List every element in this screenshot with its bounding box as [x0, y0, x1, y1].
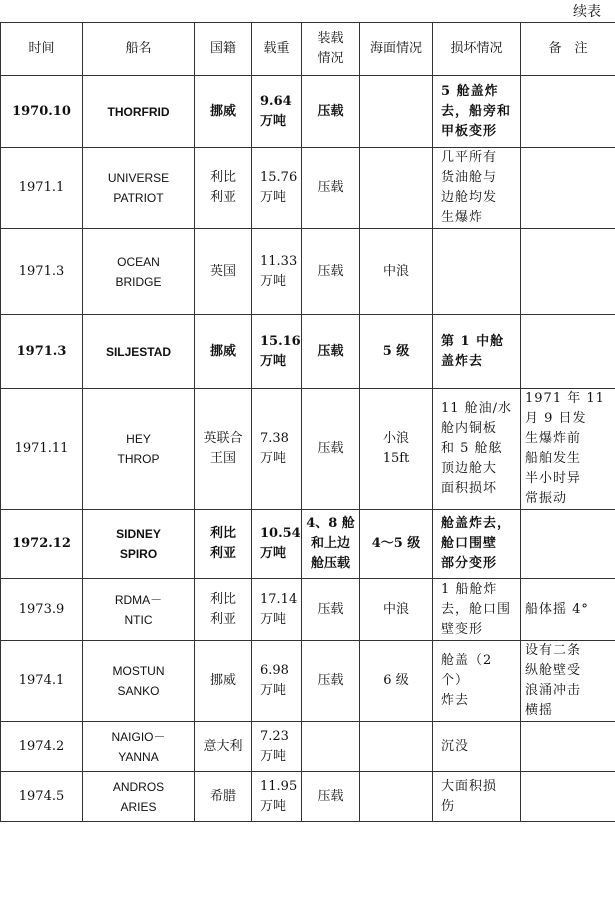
- cell-sea-condition: [360, 722, 433, 772]
- cell-nationality-line: 英联合: [203, 431, 243, 446]
- cell-sea-condition: [360, 76, 433, 148]
- cell-remarks: [521, 389, 615, 510]
- cell-damage: [433, 641, 521, 722]
- cell-sea-condition-line: 中浪: [382, 601, 409, 617]
- cell-loading-line: 压载: [317, 601, 344, 617]
- cell-loading: [302, 579, 360, 641]
- cell-nationality-line: 利比: [209, 591, 236, 607]
- header-sea-condition: 海面情况: [360, 23, 433, 76]
- cell-ship-name-line: RDMA－: [114, 592, 163, 607]
- cell-damage: [433, 76, 521, 148]
- cell-loading-line: 压载: [317, 788, 344, 804]
- cell-nationality: [195, 722, 252, 772]
- cell-nationality: [195, 510, 252, 579]
- cell-remarks: [521, 510, 615, 579]
- cell-sea-condition-line: 15ft: [382, 451, 410, 466]
- cell-tonnage-line: 15.76: [260, 170, 298, 185]
- cell-tonnage-line: 7.23: [260, 728, 289, 744]
- cell-nationality-line: 利亚: [209, 190, 236, 205]
- cell-remarks: [521, 315, 615, 389]
- cell-nationality: [195, 772, 252, 822]
- cell-loading-line: 压载: [317, 103, 344, 119]
- cell-damage-line: 边舱均发: [441, 190, 498, 205]
- cell-damage-line: 沉没: [441, 738, 470, 754]
- cell-tonnage-line: 17.14: [260, 591, 298, 607]
- cell-time: 1971.3: [1, 229, 83, 315]
- cell-damage-line: 生爆炸: [441, 210, 484, 225]
- cell-damage: [433, 315, 521, 389]
- cell-sea-condition: [360, 315, 433, 389]
- cell-time: 1974.5: [1, 772, 83, 822]
- header-tonnage: 载重: [252, 23, 302, 76]
- cell-damage-line: 部分变形: [441, 556, 498, 571]
- cell-damage-line: 舱盖（2 个）: [441, 653, 493, 688]
- cell-nationality: [195, 579, 252, 641]
- table-row: [1, 315, 615, 389]
- cell-remarks-line: 常振动: [525, 491, 568, 506]
- cell-ship-name-line: THROP: [117, 452, 160, 466]
- cell-damage-line: 舱盖炸去，: [441, 516, 512, 531]
- cell-sea-condition-line: 小浪: [382, 431, 409, 446]
- cell-nationality-line: 挪威: [209, 673, 236, 688]
- cell-sea-condition-line: 6 级: [383, 673, 409, 688]
- cell-damage: [433, 148, 521, 229]
- cell-time: 1974.1: [1, 641, 83, 722]
- cell-ship-name: [83, 772, 195, 822]
- cell-ship-name-line: THORFRID: [107, 104, 170, 119]
- cell-damage-line: 5 舱盖炸: [441, 83, 499, 99]
- cell-sea-condition: [360, 579, 433, 641]
- cell-damage-line: 炸去: [441, 693, 470, 708]
- cell-ship-name-line: SILJESTAD: [105, 344, 172, 359]
- cell-ship-name: [83, 315, 195, 389]
- cell-damage: [433, 229, 521, 315]
- cell-damage-line: 伤: [441, 798, 456, 814]
- cell-sea-condition-line: 5 级: [382, 343, 410, 359]
- cell-ship-name: [83, 722, 195, 772]
- cell-tonnage-line: 万吨: [260, 113, 287, 129]
- cell-tonnage: [252, 389, 302, 510]
- cell-ship-name-line: MOSTUN: [112, 664, 165, 678]
- cell-time: 1970.10: [1, 76, 83, 148]
- cell-nationality: [195, 389, 252, 510]
- cell-ship-name-line: NAIGIO－: [111, 729, 166, 744]
- cell-remarks: [521, 148, 615, 229]
- cell-remarks-line: 月 9 日发: [525, 411, 587, 426]
- cell-sea-condition: [360, 229, 433, 315]
- cell-remarks-line: 1971 年 11: [525, 391, 605, 406]
- cell-nationality-line: 希腊: [209, 788, 236, 804]
- cell-loading-line: 压载: [317, 263, 344, 279]
- cell-ship-name: [83, 389, 195, 510]
- cell-remarks-line: 生爆炸前: [525, 431, 582, 446]
- cell-tonnage-line: 万吨: [260, 451, 287, 466]
- cell-tonnage: [252, 510, 302, 579]
- cell-ship-name-line: SIDNEY: [116, 527, 161, 541]
- cell-tonnage-line: 11.33: [260, 253, 298, 269]
- cell-remarks: [521, 641, 615, 722]
- cell-ship-name-line: SPIRO: [119, 547, 158, 561]
- cell-nationality-line: 挪威: [209, 103, 236, 119]
- cell-damage-line: 货油舱与: [441, 170, 498, 185]
- table-header-row: [1, 23, 615, 76]
- cell-loading: [302, 772, 360, 822]
- cell-time: 1971.1: [1, 148, 83, 229]
- cell-tonnage-line: 万吨: [260, 273, 287, 289]
- cell-tonnage-line: 10.54: [260, 526, 301, 541]
- cell-remarks-line: 横摇: [525, 703, 554, 718]
- cell-nationality: [195, 229, 252, 315]
- header-loading-line: 情况: [317, 51, 344, 66]
- cell-ship-name: [83, 148, 195, 229]
- header-time: 时间: [1, 23, 83, 76]
- cell-tonnage-line: 万吨: [260, 611, 287, 627]
- cell-sea-condition: [360, 641, 433, 722]
- cell-tonnage-line: 万吨: [260, 546, 287, 561]
- cell-ship-name: [83, 641, 195, 722]
- ship-accident-table: [0, 22, 615, 822]
- cell-tonnage-line: 15.16: [260, 333, 301, 349]
- cell-damage-line: 壁变形: [441, 621, 484, 637]
- cell-damage-line: 面积损坏: [441, 481, 498, 496]
- cell-damage-line: 大面积损: [441, 778, 498, 794]
- cell-damage-line: 舱内铜板: [441, 421, 498, 436]
- header-loading-line: 装载: [317, 31, 344, 46]
- cell-damage-line: 去，舱口围: [441, 601, 512, 617]
- cell-tonnage: [252, 315, 302, 389]
- cell-loading-line: 和上边: [310, 536, 350, 551]
- cell-damage: [433, 510, 521, 579]
- cell-ship-name-line: HEY: [126, 432, 151, 446]
- cell-remarks: [521, 229, 615, 315]
- cell-sea-condition: [360, 772, 433, 822]
- cell-time: 1974.2: [1, 722, 83, 772]
- cell-tonnage-line: 万吨: [260, 190, 287, 205]
- table-row: [1, 76, 615, 148]
- cell-ship-name-line: UNIVERSE: [107, 171, 170, 185]
- cell-remarks-line: 纵舱壁受: [525, 663, 582, 678]
- header-damage: 损坏情况: [433, 23, 521, 76]
- cell-nationality-line: 利亚: [209, 546, 236, 561]
- cell-remarks-line: 半小时异: [525, 471, 582, 486]
- cell-ship-name-line: NTIC: [124, 612, 153, 627]
- cell-damage-line: 几平所有: [441, 150, 498, 165]
- cell-remarks: [521, 772, 615, 822]
- cell-remarks-line: 浪涌冲击: [525, 683, 582, 698]
- cell-nationality: [195, 76, 252, 148]
- cell-tonnage-line: 万吨: [260, 798, 287, 814]
- cell-sea-condition-line: 中浪: [382, 263, 409, 279]
- cell-ship-name-line: PATRIOT: [113, 191, 164, 205]
- continued-table-label: 续表: [573, 4, 601, 20]
- cell-tonnage-line: 万吨: [260, 683, 287, 698]
- cell-tonnage: [252, 579, 302, 641]
- cell-remarks-line: 设有二条: [525, 643, 582, 658]
- cell-damage-line: 1 船舱炸: [441, 581, 498, 597]
- cell-nationality-line: 挪威: [209, 343, 236, 359]
- table-row: [1, 148, 615, 229]
- cell-loading: [302, 510, 360, 579]
- header-nationality: 国籍: [195, 23, 252, 76]
- cell-loading-line: 压载: [317, 673, 344, 688]
- cell-loading: [302, 315, 360, 389]
- cell-ship-name-line: YANNA: [118, 749, 159, 764]
- cell-ship-name: [83, 229, 195, 315]
- cell-loading: [302, 389, 360, 510]
- cell-ship-name-line: ANDROS: [112, 779, 165, 794]
- cell-remarks: [521, 76, 615, 148]
- cell-sea-condition: [360, 510, 433, 579]
- cell-loading-line: 舱压载: [310, 556, 350, 571]
- cell-damage: [433, 722, 521, 772]
- cell-loading: [302, 641, 360, 722]
- cell-loading: [302, 148, 360, 229]
- cell-damage: [433, 579, 521, 641]
- cell-nationality-line: 利亚: [209, 611, 236, 627]
- cell-sea-condition: [360, 389, 433, 510]
- cell-sea-condition: [360, 148, 433, 229]
- cell-damage-line: 去，船旁和: [441, 103, 512, 119]
- table-row: [1, 510, 615, 579]
- cell-tonnage: [252, 641, 302, 722]
- cell-tonnage-line: 万吨: [260, 353, 287, 369]
- table-row: [1, 229, 615, 315]
- cell-remarks: [521, 579, 615, 641]
- cell-time: 1972.12: [1, 510, 83, 579]
- cell-loading-line: 压载: [317, 343, 344, 359]
- table-row: [1, 641, 615, 722]
- cell-nationality-line: 意大利: [203, 738, 243, 754]
- header-loading: [302, 23, 360, 76]
- cell-loading: [302, 76, 360, 148]
- cell-tonnage-line: 11.95: [260, 778, 298, 794]
- cell-loading-line: 压载: [317, 180, 344, 195]
- cell-tonnage: [252, 772, 302, 822]
- cell-ship-name-line: ARIES: [120, 799, 157, 814]
- cell-damage-line: 和 5 舱舷: [441, 441, 503, 456]
- cell-tonnage-line: 7.38: [260, 431, 289, 446]
- cell-nationality: [195, 148, 252, 229]
- cell-damage-line: 甲板变形: [441, 123, 498, 139]
- cell-nationality-line: 利比: [209, 526, 236, 541]
- cell-tonnage-line: 万吨: [260, 748, 287, 764]
- cell-nationality-line: 英国: [209, 263, 236, 279]
- header-ship-name: 船名: [83, 23, 195, 76]
- cell-nationality: [195, 315, 252, 389]
- cell-ship-name-line: SANKO: [117, 684, 160, 698]
- cell-tonnage-line: 9.64: [260, 93, 292, 109]
- cell-damage-line: 顶边舱大: [441, 461, 498, 476]
- cell-tonnage-line: 6.98: [260, 663, 289, 678]
- cell-tonnage: [252, 148, 302, 229]
- cell-ship-name: [83, 76, 195, 148]
- cell-nationality-line: 王国: [209, 451, 236, 466]
- cell-ship-name-line: BRIDGE: [115, 274, 162, 289]
- cell-time: 1971.11: [1, 389, 83, 510]
- cell-loading: [302, 229, 360, 315]
- cell-time: 1971.3: [1, 315, 83, 389]
- cell-loading: [302, 722, 360, 772]
- cell-tonnage: [252, 722, 302, 772]
- cell-damage-line: 第 1 中舱: [441, 333, 505, 349]
- cell-ship-name: [83, 510, 195, 579]
- table-row: [1, 722, 615, 772]
- cell-remarks-line: 船体摇 4°: [525, 601, 589, 617]
- cell-remarks-line: 船舶发生: [525, 451, 582, 466]
- header-remarks: 备 注: [521, 23, 615, 76]
- cell-damage: [433, 389, 521, 510]
- cell-loading-line: 压载: [317, 441, 344, 456]
- cell-tonnage: [252, 229, 302, 315]
- cell-sea-condition-line: 4～5 级: [371, 536, 421, 551]
- cell-damage-line: 11 舱油/水: [441, 401, 513, 416]
- cell-tonnage: [252, 76, 302, 148]
- cell-damage-line: 舱口围壁: [441, 536, 498, 551]
- cell-nationality: [195, 641, 252, 722]
- table-row: [1, 772, 615, 822]
- cell-ship-name-line: OCEAN: [117, 254, 160, 269]
- cell-ship-name: [83, 579, 195, 641]
- cell-nationality-line: 利比: [209, 170, 236, 185]
- table-row: [1, 579, 615, 641]
- cell-time: 1973.9: [1, 579, 83, 641]
- cell-loading-line: 4、8 舱: [306, 516, 355, 531]
- cell-damage-line: 盖炸去: [441, 353, 484, 369]
- table-row: [1, 389, 615, 510]
- cell-damage: [433, 772, 521, 822]
- cell-remarks: [521, 722, 615, 772]
